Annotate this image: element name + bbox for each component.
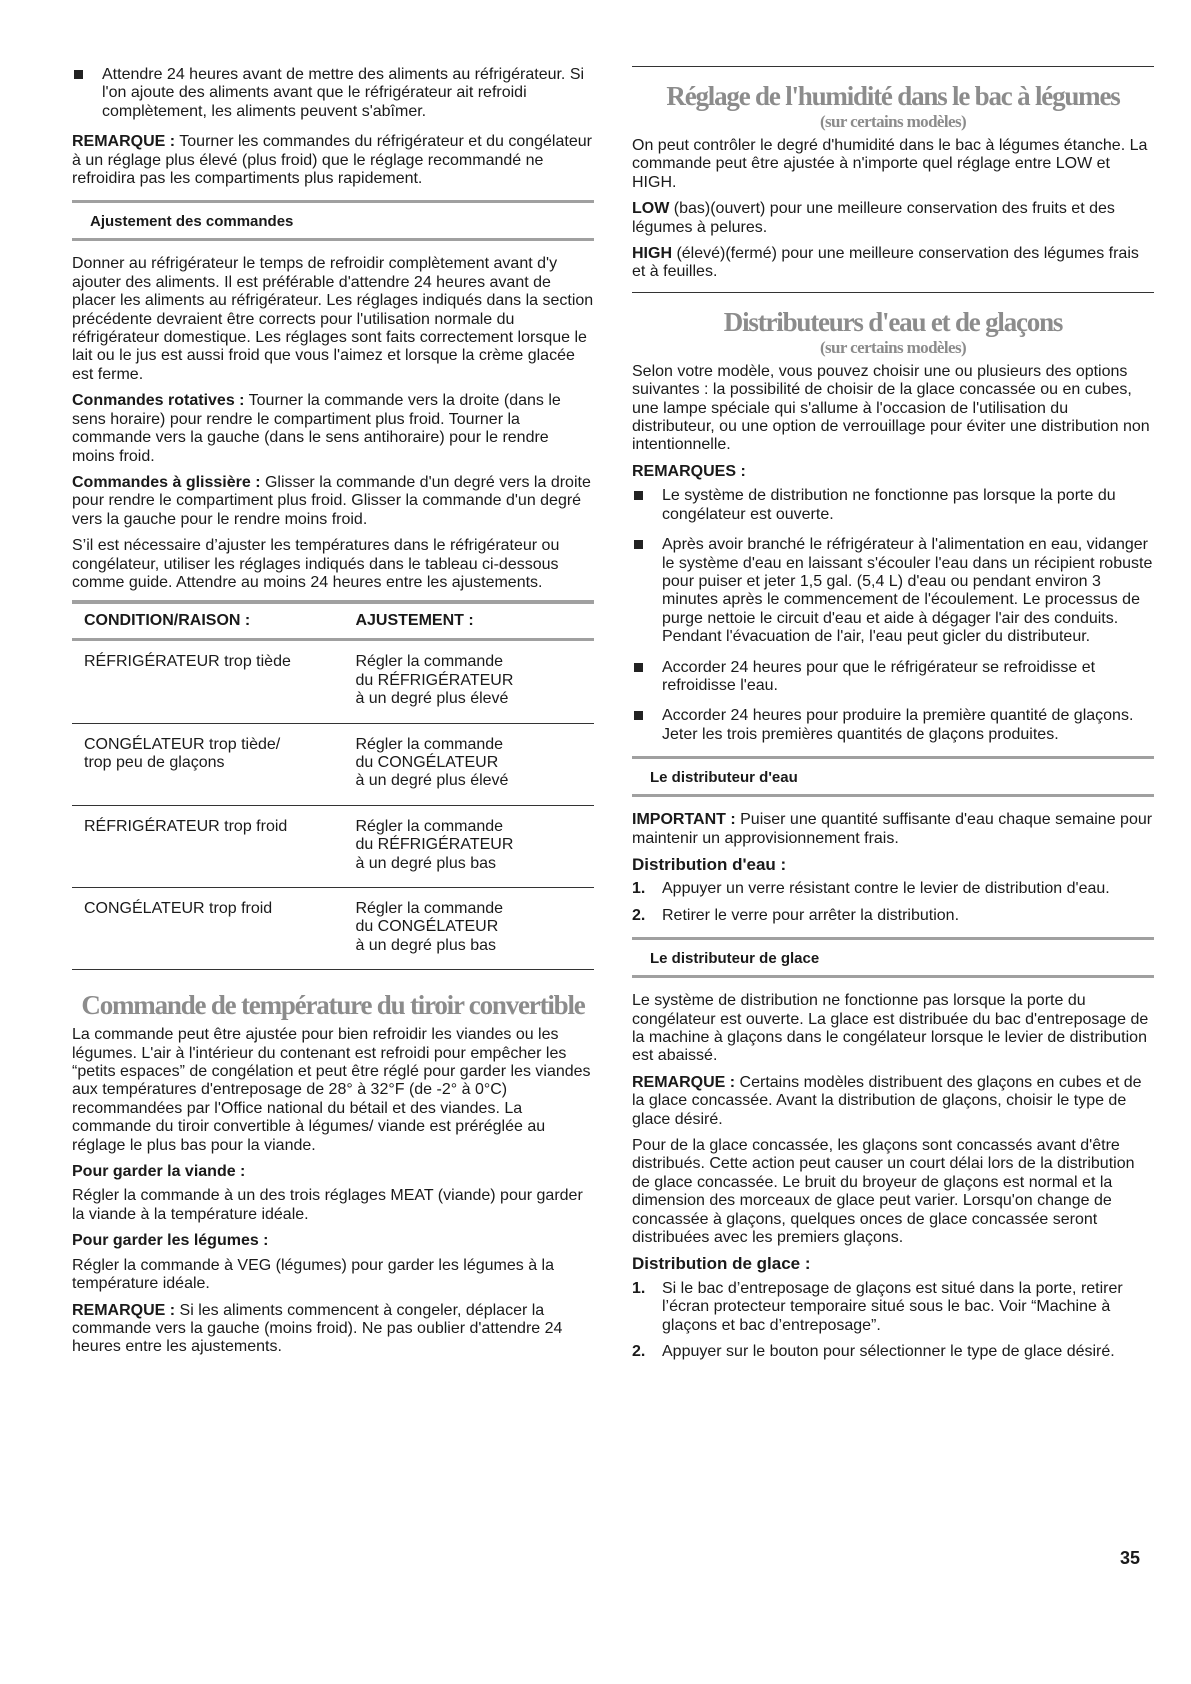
note-paragraph: REMARQUE : Si les aliments commencent à congeler, déplacer la commande vers la gauche (moins froid). Ne pas oublier d'attendre 24 heures entre les ajustements. (72, 1301, 563, 1356)
table-cell-adjustment: Régler la commande du RÉFRIGÉRATEUR à un degré plus bas (343, 805, 594, 887)
step-number: 1. (632, 1279, 646, 1297)
step-item (632, 1280, 1154, 1335)
square-bullet-icon (634, 540, 643, 549)
list-item-text: Après avoir branché le réfrigérateur à l'alimentation en eau, vidanger le système d'eau en laissant s'écouler l'eau dans un récipient robuste pour puiser et jeter 1,5 gal. (5,4 L) d'eau ou pendant environ 3 minutes après le commencement de l'écoulement. Le processus de purge nettoie le circuit d'eau et aide à dégager l'air des conduits. Pendant l'évacuation de l'air, l'eau peut gicler du distributeur. (662, 536, 1153, 646)
table-cell-condition: CONGÉLATEUR trop tiède/ trop peu de glaçons (72, 723, 343, 805)
square-bullet-icon (74, 70, 83, 79)
rotary-paragraph: Conmandes rotatives : Tourner la commande vers la droite (dans le sens horaire) pour rendre le compartiment plus froid. Tourner la commande vers la gauche (dans le sens antihoraire) pour le rendre moins froid. (72, 392, 561, 465)
list-item (632, 659, 1154, 696)
dispenser-subnote: (sur certains modèles) (819, 337, 967, 357)
dispenser-heading: Distributeurs d'eau et de glaçons (723, 306, 1063, 337)
table-row (72, 640, 594, 723)
table-row (72, 805, 594, 887)
right-column (632, 66, 1154, 1370)
step-text: Appuyer un verre résistant contre le levier de distribution d'eau. (662, 880, 1110, 898)
meat-label: Pour garder la viande : (72, 1163, 246, 1181)
adjustment-table (72, 600, 594, 970)
table-cell-condition: CONGÉLATEUR trop froid (72, 888, 343, 970)
table-cell-condition: RÉFRIGÉRATEUR trop tiède (72, 640, 343, 723)
veg-label: Pour garder les légumes : (72, 1232, 269, 1250)
table-cell-condition: RÉFRIGÉRATEUR trop froid (72, 805, 343, 887)
body-paragraph: Donner au réfrigérateur le temps de refroidir complètement avant d'y ajouter des aliments. Il est préférable d'attendre 24 heures avant de placer les aliments au réfrigérateur. Les réglages indiqués dans la section précédente devraient être corrects pour l'utilisation normale du réfrigérateur domestique. Les réglages sont faits correctement lorsque le lait ou le jus est aussi froid que vous l'aimez et lorsque la crème glacée est ferme. (72, 255, 594, 383)
slide-paragraph: Commandes à glissière : Glisser la commande d'un degré vers la droite pour rendre le compartiment plus froid. Glisser la commande d'un degré vers la gauche pour le rendre moins froid. (72, 473, 591, 528)
humidity-heading: Réglage de l'humidité dans le bac à légumes (666, 81, 1120, 111)
remarks-list (632, 487, 1154, 744)
water-dispenser-heading: Le distributeur d'eau (632, 756, 1154, 797)
page-number: 35 (1120, 1548, 1141, 1568)
list-item (632, 536, 1154, 646)
remarks-label: REMARQUES : (632, 462, 746, 480)
ice-steps-list (632, 1280, 1154, 1362)
water-steps-list (632, 880, 1154, 925)
body-paragraph: On peut contrôler le degré d'humidité dans le bac à légumes étanche. La commande peut être ajustée à n'importe quel réglage entre LOW et HIGH. (632, 137, 1148, 191)
step-item (632, 880, 1154, 898)
list-item: Attendre 24 heures avant de mettre des aliments au réfrigérateur. Si l'on ajoute des aliments avant que le réfrigérateur ait refroidi complètement, les aliments peuvent s'abîmer. (72, 66, 594, 121)
intro-bullets (72, 66, 594, 121)
list-item-text: Accorder 24 heures pour que le réfrigérateur se refroidisse et refroidisse l'eau. (662, 658, 1096, 694)
table-row (72, 723, 594, 805)
high-paragraph: HIGH (élevé)(fermé) pour une meilleure conservation des légumes frais et à feuilles. (632, 245, 1139, 281)
step-number: 1. (632, 880, 646, 898)
note-paragraph: REMARQUE : Certains modèles distribuent des glaçons en cubes et de la glace concassée. Avant la distribution de glaçons, choisir le type de glace désiré. (632, 1073, 1142, 1128)
list-item-text: Le système de distribution ne fonctionne pas lorsque la porte du congélateur est ouverte. (662, 487, 1116, 523)
table-cell-adjustment: Régler la commande du RÉFRIGÉRATEUR à un degré plus élevé (343, 640, 594, 723)
body-paragraph: Le système de distribution ne fonctionne pas lorsque la porte du congélateur est ouverte. La glace est distribuée du bac d'entreposage de la machine à glaçons dans le congélateur lorsque le levier de distribution est abaissé. (632, 992, 1149, 1065)
humidity-section (632, 66, 1154, 282)
list-item (632, 487, 1154, 524)
table-header-condition: CONDITION/RAISON : (72, 602, 343, 640)
important-paragraph: IMPORTANT : Puiser une quantité suffisante d'eau chaque semaine pour maintenir un approvisionnement frais. (632, 811, 1153, 847)
ice-dispenser-heading: Le distributeur de glace (632, 937, 1154, 978)
step-text: Retirer le verre pour arrêter la distribution. (662, 906, 960, 924)
step-text: Appuyer sur le bouton pour sélectionner le type de glace désiré. (662, 1343, 1115, 1361)
step-item (632, 907, 1154, 925)
water-dist-label: Distribution d'eau : (632, 854, 787, 874)
list-item (632, 707, 1154, 744)
list-item-text: Accorder 24 heures pour produire la première quantité de glaçons. Jeter les trois premières quantités de glaçons produites. (662, 707, 1134, 743)
body-paragraph: La commande peut être ajustée pour bien refroidir les viandes ou les légumes. L'air à l'intérieur du contenant est refroidi pour empêcher les “petits espaces” de congélation et peut être réglé pour garder les viandes aux températures d'entreposage de 28° à 32°F (de -2° à 0°C) recommandées par l'Office national du bétail et des viandes. La commande du tiroir convertible à légumes/ viande est préréglée au réglage le plus bas pour la viande. (72, 1026, 591, 1154)
step-number: 2. (632, 1343, 646, 1361)
humidity-subnote: (sur certains modèles) (819, 112, 967, 131)
section-subheading: Ajustement des commandes (72, 200, 594, 241)
square-bullet-icon (634, 663, 643, 672)
step-text: Si le bac d’entreposage de glaçons est situé dans la porte, retirer l’écran protecteur temporaire situé sous le bac. Voir “Machine à glaçons et bac d’entreposage”. (662, 1279, 1123, 1334)
ice-dist-label: Distribution de glace : (632, 1254, 811, 1274)
square-bullet-icon (634, 491, 643, 500)
table-cell-adjustment: Régler la commande du CONGÉLATEUR à un degré plus élevé (343, 723, 594, 805)
table-header-adjustment: AJUSTEMENT : (343, 602, 594, 640)
body-paragraph: Régler la commande à VEG (légumes) pour garder les légumes à la température idéale. (72, 1256, 555, 1293)
square-bullet-icon (634, 711, 643, 720)
body-paragraph: S’il est nécessaire d’ajuster les températures dans le réfrigérateur ou congélateur, utiliser les réglages indiqués dans le tableau ci-dessous comme guide. Attendre au moins 24 heures entre les ajustements. (72, 537, 560, 591)
table-row (72, 888, 594, 970)
drawer-heading: Commande de température du tiroir convertible (81, 990, 585, 1021)
note-paragraph: REMARQUE : Tourner les commandes du réfrigérateur et du congélateur à un réglage plus élevé (plus froid) que le réglage recommandé ne refroidira pas les compartiments plus rapidement. (72, 133, 592, 188)
left-column (72, 66, 594, 1365)
table-cell-adjustment: Régler la commande du CONGÉLATEUR à un degré plus bas (343, 888, 594, 970)
table-body (72, 640, 594, 970)
dispenser-section (632, 292, 1154, 744)
body-paragraph: Pour de la glace concassée, les glaçons sont concassés avant d'être distribués. Cette action peut causer un court délai lors de la distribution de glace concassée. Le bruit du broyeur de glaçons est normal et la dimension des morceaux de glace peut varier. Lorsqu'on change de concassée à glaçons, quelques onces de glace concassée seront distribuées avec les premiers glaçons. (632, 1137, 1135, 1247)
body-paragraph: Régler la commande à un des trois réglages MEAT (viande) pour garder la viande à la température idéale. (72, 1187, 583, 1223)
step-number: 2. (632, 906, 646, 924)
step-item (632, 1343, 1154, 1361)
body-paragraph: Selon votre modèle, vous pouvez choisir une ou plusieurs des options suivantes : la possibilité de choisir de la glace concassée ou en cubes, une lampe spéciale qui s'allume à l'occasion de l'utilisation du distributeur, ou une option de verrouillage pour éviter une distribution non intentionnelle. (632, 362, 1150, 454)
low-paragraph: LOW (bas)(ouvert) pour une meilleure conservation des fruits et des légumes à pelures. (632, 200, 1115, 236)
